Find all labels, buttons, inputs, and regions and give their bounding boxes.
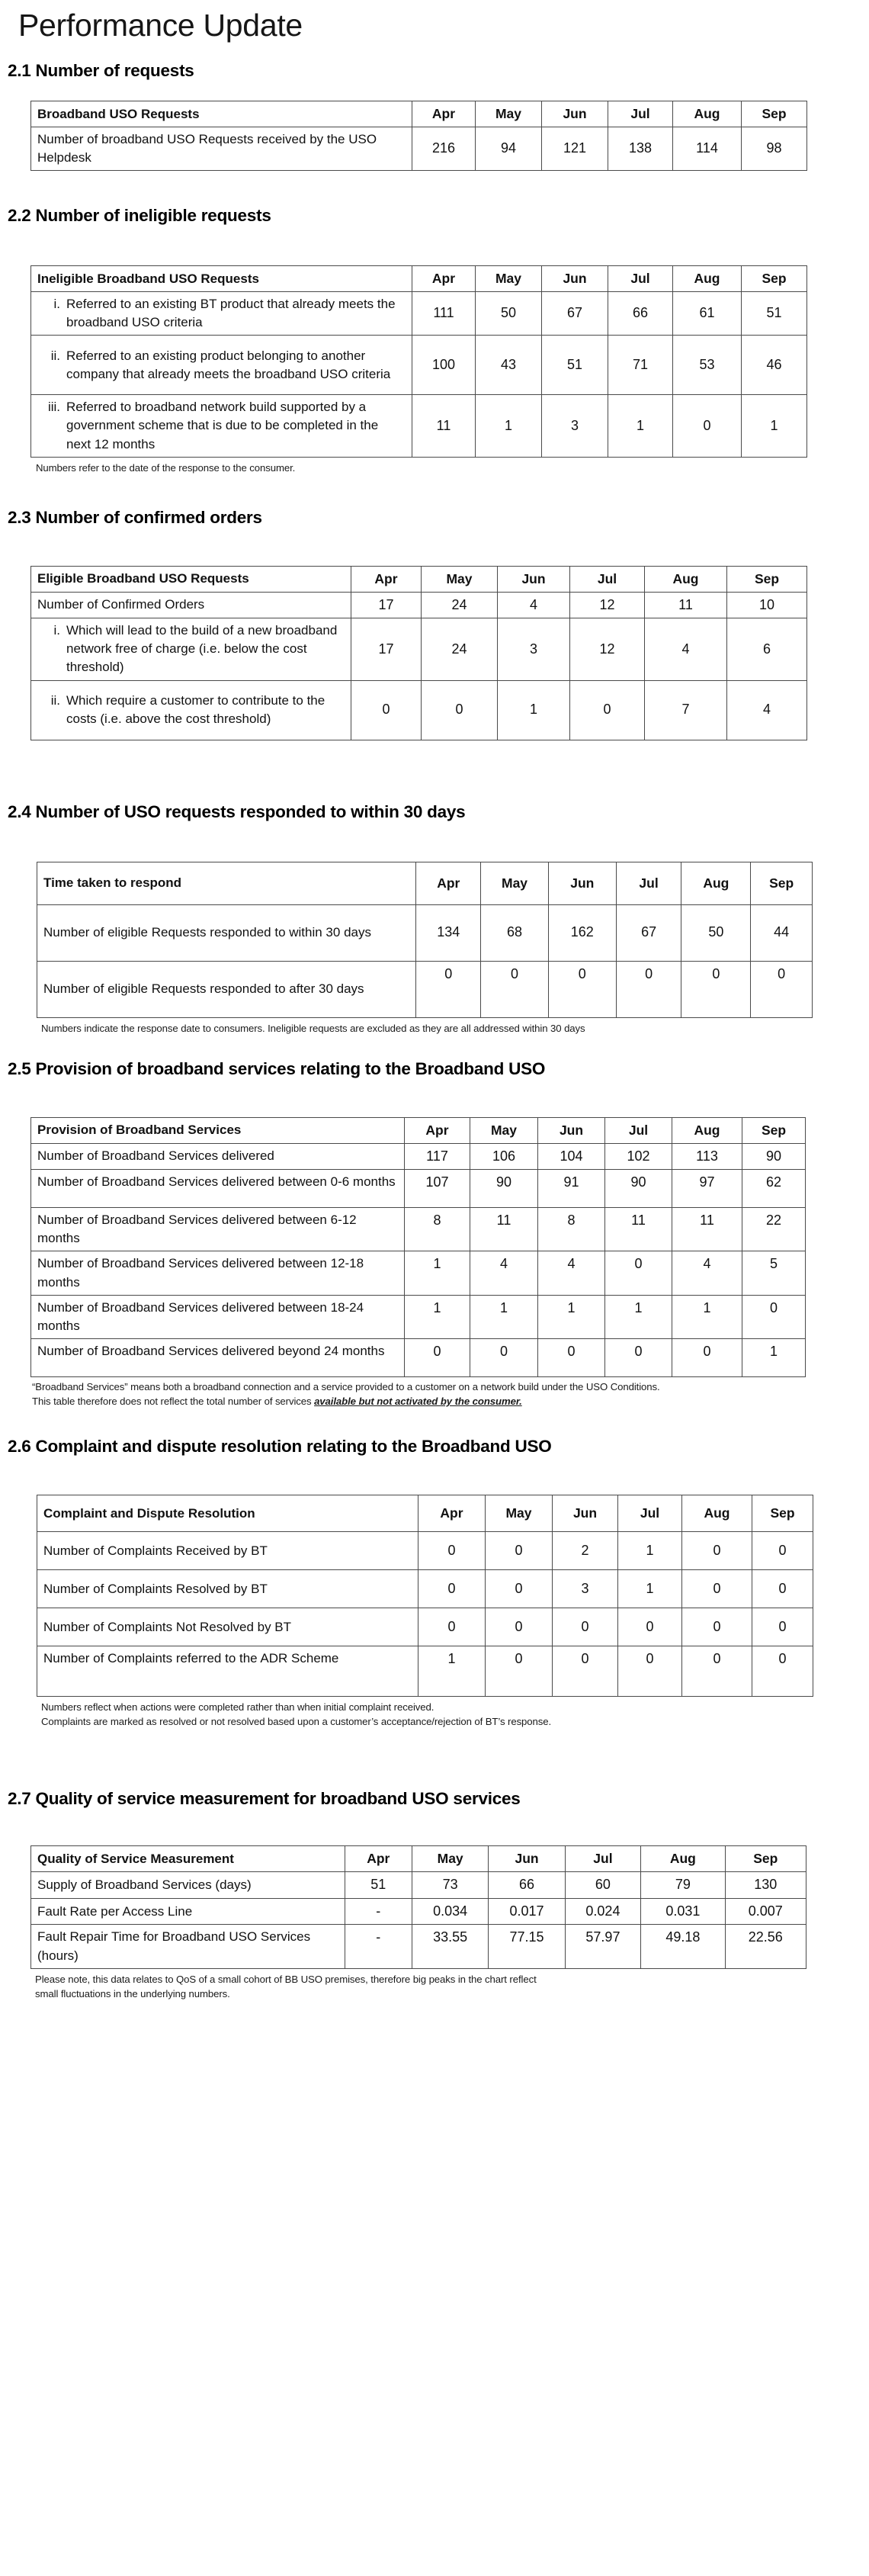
table-row — [31, 1925, 806, 1968]
column-header-label: Eligible Broadband USO Requests — [31, 566, 351, 592]
table-number-of-requests — [30, 101, 807, 171]
section-2-3-heading: 2.3 Number of confirmed orders — [8, 507, 262, 527]
section-2-6 — [0, 1436, 869, 1729]
cell-apr: 117 — [405, 1143, 470, 1170]
table-header-row — [31, 1846, 806, 1872]
cell-sep: 0.007 — [725, 1898, 806, 1925]
cell-sep: 0 — [752, 1532, 813, 1570]
cell-may: 24 — [422, 592, 498, 618]
column-header-apr: Apr — [405, 1117, 470, 1143]
cell-jun: 3 — [553, 1570, 618, 1608]
cell-jun: 4 — [498, 592, 570, 618]
cell-apr: 111 — [412, 292, 476, 336]
section-2-7 — [0, 1788, 869, 2000]
section-2-5 — [0, 1058, 869, 1408]
cell-aug: 79 — [641, 1872, 725, 1899]
table-row — [31, 336, 807, 395]
cell-jun: 51 — [542, 336, 608, 395]
cell-aug: 114 — [673, 127, 742, 170]
row-number: ii. — [50, 348, 60, 363]
row-label: Number of Broadband Services delivered between 0-6 months — [31, 1170, 405, 1208]
section-2-2-heading: 2.2 Number of ineligible requests — [8, 206, 271, 226]
table-row — [31, 395, 807, 457]
row-label: Number of Broadband Services delivered — [31, 1143, 405, 1170]
page-title: Performance Update — [18, 8, 303, 43]
cell-jun: 162 — [548, 904, 616, 961]
cell-jul: 0 — [570, 680, 645, 740]
row-label-text: Which will lead to the build of a new broadband network free of charge (i.e. below the cost threshold) — [66, 623, 338, 675]
cell-aug: 7 — [645, 680, 727, 740]
table-row — [37, 1570, 813, 1608]
cell-may: 90 — [470, 1170, 538, 1208]
cell-apr: 100 — [412, 336, 476, 395]
cell-jun: 2 — [553, 1532, 618, 1570]
table-row — [37, 1532, 813, 1570]
row-label — [31, 680, 351, 740]
table-row — [31, 680, 807, 740]
column-header-sep: Sep — [752, 1495, 813, 1532]
note-emphasis: available but not activated by the consumer. — [314, 1396, 522, 1408]
cell-aug: 0 — [682, 1646, 752, 1697]
cell-sep: 5 — [742, 1251, 806, 1295]
cell-may: 43 — [476, 336, 542, 395]
column-header-label: Time taken to respond — [37, 862, 416, 904]
table-row — [31, 1170, 806, 1208]
cell-aug: 0 — [682, 1532, 752, 1570]
cell-aug: 1 — [672, 1295, 742, 1338]
cell-jun: 4 — [538, 1251, 605, 1295]
column-header-aug: Aug — [673, 101, 742, 127]
column-header-jul: Jul — [608, 266, 673, 292]
cell-may: 0 — [481, 961, 549, 1017]
cell-may: 11 — [470, 1208, 538, 1251]
cell-jun: 91 — [538, 1170, 605, 1208]
column-header-may: May — [470, 1117, 538, 1143]
cell-sep: 90 — [742, 1143, 806, 1170]
cell-aug: 61 — [673, 292, 742, 336]
cell-may: 73 — [412, 1872, 488, 1899]
cell-may: 0 — [422, 680, 498, 740]
cell-apr: 17 — [351, 618, 422, 680]
section-2-1-heading: 2.1 Number of requests — [8, 61, 194, 81]
table-row — [31, 592, 807, 618]
cell-jul: 0.024 — [565, 1898, 640, 1925]
cell-sep: 130 — [725, 1872, 806, 1899]
cell-jul: 66 — [608, 292, 673, 336]
row-label: Number of eligible Requests responded to after 30 days — [37, 961, 416, 1017]
table-row — [31, 1143, 806, 1170]
section-2-5-note-line-1: “Broadband Services” means both a broadband connection and a service provided to a customer on a network build under the USO Conditions. — [32, 1380, 660, 1392]
column-header-jul: Jul — [618, 1495, 682, 1532]
cell-jul: 0 — [618, 1646, 682, 1697]
section-2-7-heading: 2.7 Quality of service measurement for broadband USO services — [8, 1789, 521, 1809]
cell-jul: 1 — [618, 1532, 682, 1570]
cell-may: 68 — [481, 904, 549, 961]
column-header-aug: Aug — [641, 1846, 725, 1872]
row-label: Number of Complaints Resolved by BT — [37, 1570, 418, 1608]
column-header-sep: Sep — [751, 862, 813, 904]
section-2-4-heading: 2.4 Number of USO requests responded to within 30 days — [8, 801, 466, 821]
cell-aug: 0.031 — [641, 1898, 725, 1925]
table-row — [37, 1608, 813, 1646]
cell-jul: 71 — [608, 336, 673, 395]
column-header-jul: Jul — [608, 101, 673, 127]
column-header-apr: Apr — [416, 862, 481, 904]
cell-apr: - — [345, 1925, 412, 1968]
cell-jul: 57.97 — [565, 1925, 640, 1968]
cell-apr: 1 — [405, 1295, 470, 1338]
section-2-4 — [0, 801, 869, 1036]
section-2-2-note: Numbers refer to the date of the response to the consumer. — [36, 461, 296, 474]
column-header-aug: Aug — [645, 566, 727, 592]
cell-apr: 0 — [416, 961, 481, 1017]
section-2-3 — [0, 507, 869, 740]
cell-sep: 98 — [742, 127, 807, 170]
column-header-label: Ineligible Broadband USO Requests — [31, 266, 412, 292]
cell-may: 50 — [476, 292, 542, 336]
table-header-row — [37, 862, 813, 904]
cell-jun: 104 — [538, 1143, 605, 1170]
table-confirmed-orders — [30, 566, 807, 740]
row-label — [31, 292, 412, 336]
cell-sep: 0 — [752, 1570, 813, 1608]
cell-aug: 50 — [681, 904, 751, 961]
column-header-aug: Aug — [672, 1117, 742, 1143]
cell-sep: 0 — [752, 1646, 813, 1697]
cell-jul: 90 — [605, 1170, 672, 1208]
row-label-text: Referred to an existing BT product that already meets the broadband USO criteria — [66, 297, 396, 330]
cell-apr: - — [345, 1898, 412, 1925]
section-2-7-note-line-2: small fluctuations in the underlying numbers. — [35, 1987, 230, 1999]
cell-may: 24 — [422, 618, 498, 680]
row-label: Number of Broadband Services delivered beyond 24 months — [31, 1338, 405, 1376]
cell-may: 0 — [486, 1570, 553, 1608]
column-header-jul: Jul — [616, 862, 681, 904]
column-header-apr: Apr — [418, 1495, 486, 1532]
column-header-aug: Aug — [682, 1495, 752, 1532]
cell-sep: 1 — [742, 1338, 806, 1376]
cell-sep: 1 — [742, 395, 807, 457]
column-header-jun: Jun — [498, 566, 570, 592]
column-header-apr: Apr — [345, 1846, 412, 1872]
column-header-sep: Sep — [742, 266, 807, 292]
table-complaint-dispute-resolution — [37, 1495, 813, 1697]
column-header-sep: Sep — [727, 566, 807, 592]
cell-jun: 0 — [553, 1608, 618, 1646]
row-label — [31, 618, 351, 680]
cell-apr: 1 — [418, 1646, 486, 1697]
row-number: iii. — [47, 400, 60, 415]
cell-sep: 0 — [742, 1295, 806, 1338]
cell-jul: 0 — [618, 1608, 682, 1646]
column-header-jun: Jun — [538, 1117, 605, 1143]
cell-jul: 1 — [618, 1570, 682, 1608]
column-header-jul: Jul — [570, 566, 645, 592]
cell-apr: 1 — [405, 1251, 470, 1295]
row-label: Number of Confirmed Orders — [31, 592, 351, 618]
row-label: Number of Complaints referred to the ADR Scheme — [37, 1646, 418, 1697]
table-header-row — [37, 1495, 813, 1532]
row-label: Number of Broadband Services delivered between 18-24 months — [31, 1295, 405, 1338]
row-label: Supply of Broadband Services (days) — [31, 1872, 345, 1899]
cell-jul: 60 — [565, 1872, 640, 1899]
table-responded-within-30-days — [37, 862, 813, 1018]
column-header-may: May — [486, 1495, 553, 1532]
cell-may: 4 — [470, 1251, 538, 1295]
column-header-apr: Apr — [351, 566, 422, 592]
column-header-sep: Sep — [742, 101, 807, 127]
cell-may: 0.034 — [412, 1898, 488, 1925]
cell-jul: 102 — [605, 1143, 672, 1170]
cell-aug: 4 — [645, 618, 727, 680]
cell-jul: 0 — [605, 1251, 672, 1295]
row-number: ii. — [50, 692, 60, 708]
column-header-sep: Sep — [725, 1846, 806, 1872]
cell-jul: 0 — [616, 961, 681, 1017]
cell-may: 106 — [470, 1143, 538, 1170]
cell-jun: 121 — [542, 127, 608, 170]
table-row — [31, 1208, 806, 1251]
table-quality-of-service — [30, 1845, 806, 1968]
column-header-label: Broadband USO Requests — [31, 101, 412, 127]
cell-jul: 12 — [570, 592, 645, 618]
table-row — [31, 1898, 806, 1925]
row-label — [31, 395, 412, 457]
column-header-jun: Jun — [489, 1846, 565, 1872]
row-label-text: Which require a customer to contribute to the costs (i.e. above the cost threshold) — [66, 692, 325, 727]
row-label: Number of broadband USO Requests received by the USO Helpdesk — [31, 127, 412, 170]
cell-apr: 8 — [405, 1208, 470, 1251]
table-row — [31, 618, 807, 680]
cell-apr: 0 — [351, 680, 422, 740]
column-header-jul: Jul — [605, 1117, 672, 1143]
cell-aug: 97 — [672, 1170, 742, 1208]
section-2-7-note-line-1: Please note, this data relates to QoS of a small cohort of BB USO premises, therefore big peaks in the chart reflect — [35, 1973, 537, 1985]
cell-apr: 0 — [418, 1532, 486, 1570]
table-row — [37, 961, 813, 1017]
section-2-6-heading: 2.6 Complaint and dispute resolution relating to the Broadband USO — [8, 1437, 552, 1457]
cell-aug: 113 — [672, 1143, 742, 1170]
row-label: Fault Rate per Access Line — [31, 1898, 345, 1925]
cell-sep: 22 — [742, 1208, 806, 1251]
cell-may: 0 — [486, 1646, 553, 1697]
cell-jul: 12 — [570, 618, 645, 680]
cell-jun: 3 — [542, 395, 608, 457]
row-label: Number of Complaints Received by BT — [37, 1532, 418, 1570]
cell-jul: 1 — [605, 1295, 672, 1338]
cell-apr: 17 — [351, 592, 422, 618]
section-2-2 — [0, 205, 869, 475]
cell-may: 94 — [476, 127, 542, 170]
row-label — [31, 336, 412, 395]
cell-aug: 0 — [682, 1570, 752, 1608]
cell-aug: 0 — [682, 1608, 752, 1646]
row-label: Number of Broadband Services delivered between 6-12 months — [31, 1208, 405, 1251]
column-header-jun: Jun — [548, 862, 616, 904]
column-header-may: May — [476, 266, 542, 292]
table-header-row — [31, 566, 807, 592]
section-2-6-note-line-1: Numbers reflect when actions were completed rather than when initial complaint received. — [41, 1701, 434, 1714]
cell-jul: 11 — [605, 1208, 672, 1251]
row-label-text: Referred to an existing product belonging to another company that already meets the broadband USO criteria — [66, 348, 391, 381]
cell-aug: 53 — [673, 336, 742, 395]
cell-aug: 11 — [672, 1208, 742, 1251]
column-header-jun: Jun — [542, 101, 608, 127]
row-label: Number of eligible Requests responded to within 30 days — [37, 904, 416, 961]
cell-aug: 11 — [645, 592, 727, 618]
cell-sep: 0 — [751, 961, 813, 1017]
cell-sep: 0 — [752, 1608, 813, 1646]
cell-apr: 134 — [416, 904, 481, 961]
cell-sep: 44 — [751, 904, 813, 961]
section-2-5-heading: 2.5 Provision of broadband services relating to the Broadband USO — [8, 1058, 546, 1078]
cell-sep: 51 — [742, 292, 807, 336]
table-header-row — [31, 266, 807, 292]
cell-apr: 11 — [412, 395, 476, 457]
row-label-text: Referred to broadband network build supported by a government scheme that is due to be completed in the next 12 months — [66, 400, 379, 451]
column-header-jun: Jun — [553, 1495, 618, 1532]
section-2-6-note-line-2: Complaints are marked as resolved or not resolved based upon a customer’s acceptance/rejection of BT’s response. — [41, 1716, 552, 1728]
cell-apr: 0 — [405, 1338, 470, 1376]
column-header-label: Provision of Broadband Services — [31, 1117, 405, 1143]
cell-aug: 4 — [672, 1251, 742, 1295]
cell-may: 1 — [476, 395, 542, 457]
row-number: i. — [53, 297, 60, 312]
table-row — [31, 1338, 806, 1376]
column-header-label: Quality of Service Measurement — [31, 1846, 345, 1872]
cell-aug: 0 — [681, 961, 751, 1017]
row-label: Number of Complaints Not Resolved by BT — [37, 1608, 418, 1646]
cell-may: 0 — [486, 1608, 553, 1646]
column-header-may: May — [412, 1846, 488, 1872]
table-header-row — [31, 1117, 806, 1143]
cell-may: 33.55 — [412, 1925, 488, 1968]
table-row — [31, 1872, 806, 1899]
cell-jul: 1 — [608, 395, 673, 457]
cell-apr: 0 — [418, 1570, 486, 1608]
row-label: Fault Repair Time for Broadband USO Services (hours) — [31, 1925, 345, 1968]
cell-may: 0 — [470, 1338, 538, 1376]
table-row — [37, 1646, 813, 1697]
cell-jun: 1 — [538, 1295, 605, 1338]
cell-jun: 77.15 — [489, 1925, 565, 1968]
column-header-aug: Aug — [673, 266, 742, 292]
cell-sep: 4 — [727, 680, 807, 740]
cell-apr: 0 — [418, 1608, 486, 1646]
table-row — [37, 904, 813, 961]
cell-jun: 66 — [489, 1872, 565, 1899]
cell-may: 1 — [470, 1295, 538, 1338]
row-label: Number of Broadband Services delivered between 12-18 months — [31, 1251, 405, 1295]
table-header-row — [31, 101, 807, 127]
cell-sep: 22.56 — [725, 1925, 806, 1968]
column-header-apr: Apr — [412, 266, 476, 292]
column-header-may: May — [481, 862, 549, 904]
column-header-aug: Aug — [681, 862, 751, 904]
section-2-1 — [0, 60, 869, 171]
section-2-5-note-line-2 — [32, 1394, 869, 1408]
table-row — [31, 1251, 806, 1295]
row-number: i. — [53, 623, 60, 638]
cell-jun: 1 — [498, 680, 570, 740]
cell-jul: 67 — [616, 904, 681, 961]
table-ineligible-requests — [30, 265, 807, 457]
cell-aug: 49.18 — [641, 1925, 725, 1968]
cell-jun: 0 — [553, 1646, 618, 1697]
cell-sep: 62 — [742, 1170, 806, 1208]
table-row — [31, 1295, 806, 1338]
cell-jun: 3 — [498, 618, 570, 680]
column-header-label: Complaint and Dispute Resolution — [37, 1495, 418, 1532]
cell-apr: 216 — [412, 127, 476, 170]
column-header-may: May — [476, 101, 542, 127]
cell-jun: 0 — [548, 961, 616, 1017]
cell-jul: 138 — [608, 127, 673, 170]
cell-jun: 0.017 — [489, 1898, 565, 1925]
column-header-jun: Jun — [542, 266, 608, 292]
cell-apr: 51 — [345, 1872, 412, 1899]
cell-jun: 0 — [538, 1338, 605, 1376]
cell-sep: 10 — [727, 592, 807, 618]
table-row — [31, 292, 807, 336]
cell-aug: 0 — [673, 395, 742, 457]
cell-may: 0 — [486, 1532, 553, 1570]
table-provision-broadband-services — [30, 1117, 806, 1377]
note-text: This table therefore does not reflect the total number of services — [32, 1396, 315, 1408]
column-header-sep: Sep — [742, 1117, 806, 1143]
column-header-may: May — [422, 566, 498, 592]
cell-jul: 0 — [605, 1338, 672, 1376]
cell-aug: 0 — [672, 1338, 742, 1376]
cell-jun: 67 — [542, 292, 608, 336]
cell-sep: 46 — [742, 336, 807, 395]
section-2-4-note: Numbers indicate the response date to consumers. Ineligible requests are excluded as they are all addressed within 30 days — [41, 1022, 585, 1034]
cell-jun: 8 — [538, 1208, 605, 1251]
column-header-apr: Apr — [412, 101, 476, 127]
table-row — [31, 127, 807, 170]
column-header-jul: Jul — [565, 1846, 640, 1872]
cell-sep: 6 — [727, 618, 807, 680]
cell-apr: 107 — [405, 1170, 470, 1208]
